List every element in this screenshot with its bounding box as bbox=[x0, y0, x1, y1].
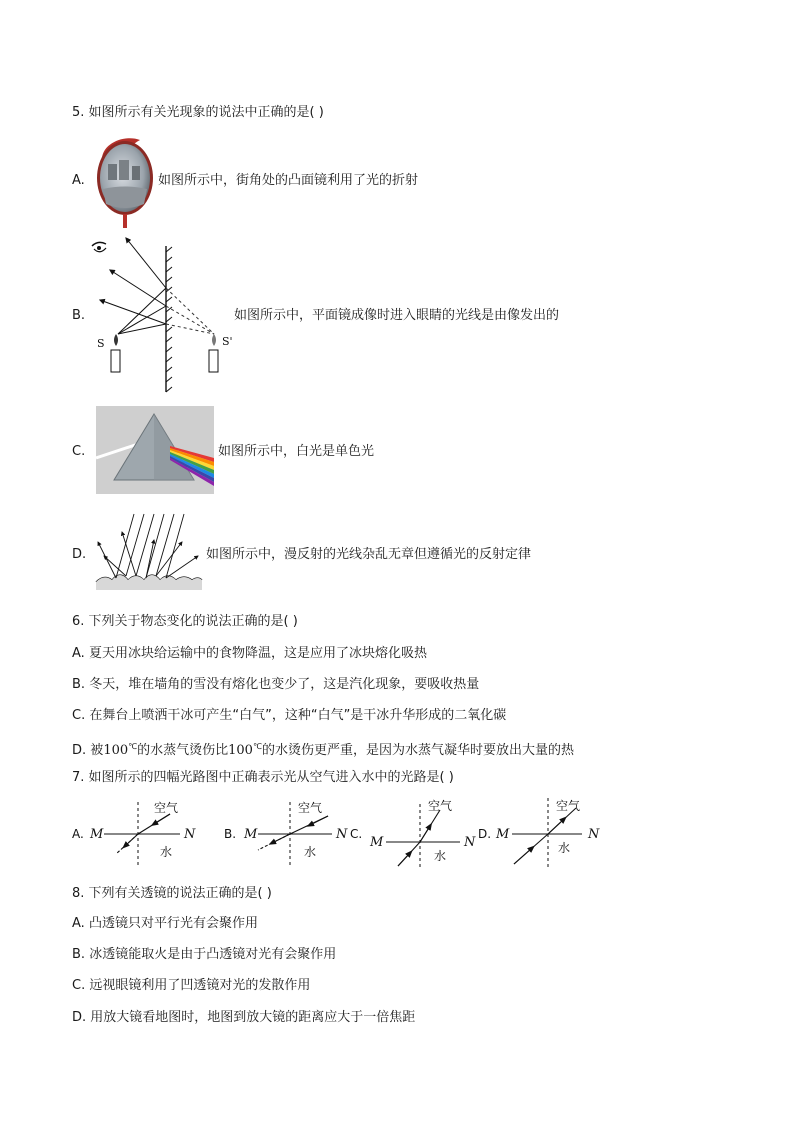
eye-icon bbox=[92, 242, 106, 251]
candle-s bbox=[111, 334, 120, 372]
q8-option-c-letter: C. bbox=[72, 978, 86, 993]
q6-temp-1-value: 100 bbox=[103, 743, 129, 758]
q6-option-c-letter: C. bbox=[72, 708, 86, 723]
q5-option-a-text: 如图所示中，街角处的凸面镜利用了光的折射 bbox=[158, 173, 419, 188]
diagram-c-letter: C. bbox=[350, 827, 363, 841]
diagram-a-m: M bbox=[90, 827, 104, 842]
candle-image bbox=[209, 334, 218, 372]
q6-temp-2-unit: ℃ bbox=[252, 742, 262, 751]
label-s-prime: S' bbox=[222, 335, 233, 348]
diagram-c-n: N bbox=[464, 835, 476, 850]
q6-option-a bbox=[72, 644, 427, 664]
diagram-a-air: 空气 bbox=[154, 801, 179, 815]
q8-option-a-text: 凸透镜只对平行光有会聚作用 bbox=[88, 916, 258, 931]
diagram-b-letter: B. bbox=[224, 827, 237, 841]
diagram-d-water: 水 bbox=[558, 841, 571, 855]
label-s: S bbox=[97, 337, 105, 350]
prism-dispersion-figure bbox=[96, 406, 214, 494]
question-6-stem: 6. 下列关于物态变化的说法正确的是( ) bbox=[72, 614, 298, 629]
virtual-rays bbox=[166, 288, 214, 334]
refraction-diagram-d bbox=[478, 798, 600, 868]
q8-option-d-text: 用放大镜看地图时，地图到放大镜的距离应大于一倍焦距 bbox=[90, 1010, 416, 1025]
q8-option-a-letter: A. bbox=[72, 916, 85, 931]
refraction-diagram-c bbox=[350, 798, 476, 870]
question-5-stem: 5. 如图所示有关光现象的说法中正确的是( ) bbox=[72, 105, 324, 120]
diagram-b-n: N bbox=[336, 827, 348, 842]
q6-option-d-part1: 被 bbox=[90, 743, 104, 758]
q6-temp-2-value: 100 bbox=[228, 743, 253, 758]
diagram-b-air: 空气 bbox=[298, 801, 323, 815]
q6-option-b-text: 冬天，堆在墙角的雪没有熔化也变少了，这是汽化现象，要吸收热量 bbox=[89, 677, 480, 692]
diagram-b-m: M bbox=[244, 827, 258, 842]
incident-rays bbox=[118, 288, 166, 334]
diagram-d-air: 空气 bbox=[556, 799, 581, 813]
diagram-c-m: M bbox=[370, 835, 384, 850]
plane-mirror-figure bbox=[88, 234, 238, 396]
q5-option-b-letter: B. bbox=[72, 308, 86, 323]
question-8-stem: 8. 下列有关透镜的说法正确的是( ) bbox=[72, 886, 272, 901]
q6-option-a-text: 夏天用冰块给运输中的食物降温，这是应用了冰块熔化吸热 bbox=[88, 646, 427, 661]
q6-option-c-text: 在舞台上喷洒干冰可产生“白气”，这种“白气”是干冰升华形成的二氧化碳 bbox=[89, 708, 507, 723]
refraction-diagrams bbox=[68, 792, 608, 872]
q5-option-d-text: 如图所示中，漫反射的光线杂乱无章但遵循光的反射定律 bbox=[206, 547, 532, 562]
q6-temp-1-unit: ℃ bbox=[128, 742, 138, 751]
diagram-a-n: N bbox=[184, 827, 196, 842]
refraction-diagram-b bbox=[224, 800, 348, 866]
q8-option-c-text: 远视眼镜利用了凹透镜对光的发散作用 bbox=[89, 978, 311, 993]
diagram-c-water: 水 bbox=[434, 849, 447, 863]
diagram-d-m: M bbox=[496, 827, 510, 842]
mirror-pole bbox=[123, 214, 127, 228]
question-7-stem: 7. 如图所示的四幅光路图中正确表示光从空气进入水中的光路是( ) bbox=[72, 770, 454, 785]
q8-option-b bbox=[72, 945, 336, 965]
q6-option-c bbox=[72, 706, 506, 726]
diffuse-reflection-figure bbox=[94, 510, 204, 592]
q8-option-b-text: 冰透镜能取火是由于凸透镜对光有会聚作用 bbox=[89, 947, 337, 962]
reflected-rays bbox=[100, 238, 166, 324]
q8-option-c bbox=[72, 976, 310, 996]
q6-option-a-letter: A. bbox=[72, 646, 85, 661]
q5-option-b-text: 如图所示中，平面镜成像时进入眼睛的光线是由像发出的 bbox=[234, 308, 560, 323]
q6-option-b bbox=[72, 675, 479, 695]
diagram-d-n: N bbox=[588, 827, 600, 842]
q5-option-d-letter: D. bbox=[72, 547, 87, 562]
q6-option-d bbox=[72, 737, 574, 761]
q8-option-d bbox=[72, 1008, 415, 1028]
q5-option-a-letter: A. bbox=[72, 173, 85, 188]
diagram-a-letter: A. bbox=[72, 827, 84, 841]
q6-option-d-part2: 的水蒸气烫伤比 bbox=[137, 743, 229, 758]
q8-option-b-letter: B. bbox=[72, 947, 86, 962]
q6-option-b-letter: B. bbox=[72, 677, 86, 692]
q8-option-d-letter: D. bbox=[72, 1010, 87, 1025]
convex-mirror-figure bbox=[94, 134, 156, 228]
diagram-d-letter: D. bbox=[478, 827, 492, 841]
q6-option-d-letter: D. bbox=[72, 743, 87, 758]
refraction-diagram-a bbox=[72, 800, 196, 866]
q5-option-c-text: 如图所示中，白光是单色光 bbox=[218, 444, 375, 459]
diagram-b-water: 水 bbox=[304, 845, 317, 859]
diagram-c-air: 空气 bbox=[428, 799, 453, 813]
q6-option-d-part3: 的水烫伤更严重，是因为水蒸气凝华时要放出大量的热 bbox=[261, 743, 574, 758]
q5-option-c-letter: C. bbox=[72, 444, 86, 459]
diagram-a-water: 水 bbox=[160, 845, 173, 859]
q8-option-a bbox=[72, 914, 258, 934]
rough-surface bbox=[96, 575, 202, 590]
